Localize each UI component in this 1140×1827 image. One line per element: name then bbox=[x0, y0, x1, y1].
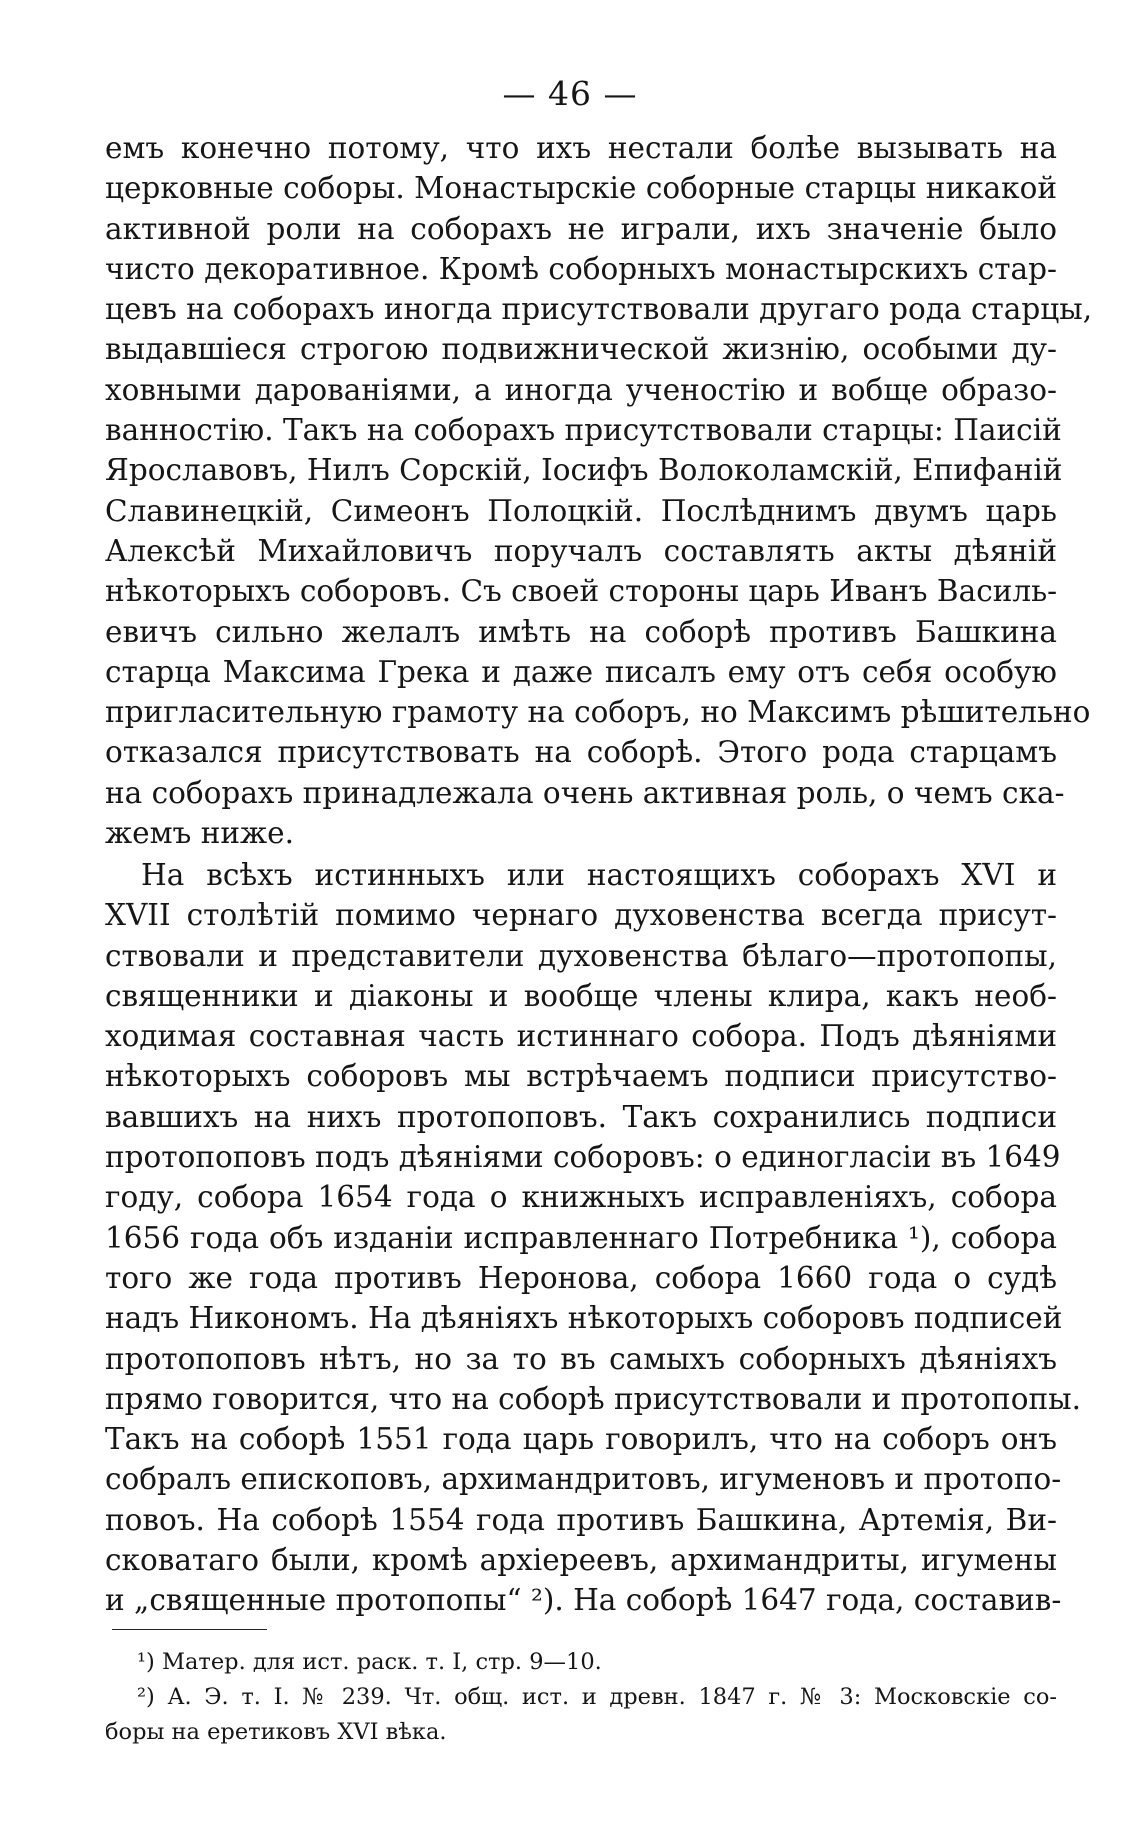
body-text-paragraph-2 bbox=[105, 855, 1081, 1621]
text-line: церковные соборы. Монастырскіе соборные старцы никакой bbox=[105, 171, 1057, 206]
text-line: старца Максима Грека и даже писалъ ему отъ себя особую bbox=[105, 654, 1057, 689]
text-line: протопоповъ нѣтъ, но за то въ самыхъ соборныхъ дѣяніяхъ bbox=[105, 1341, 1057, 1376]
text-line: евичъ сильно желалъ имѣть на соборѣ противъ Башкина bbox=[105, 614, 1057, 649]
text-line: Ярославовъ, Нилъ Сорскій, Іосифъ Волоколамскій, Епифаній bbox=[105, 453, 1063, 488]
text-line: собралъ епископовъ, архимандритовъ, игуменовъ и протопо- bbox=[105, 1462, 1062, 1497]
footnote-line: боры на еретиковъ XVI вѣка. bbox=[105, 1719, 447, 1745]
page-number: — 46 — bbox=[502, 74, 638, 113]
text-line: году, собора 1654 года о книжныхъ исправленіяхъ, собора bbox=[105, 1180, 1057, 1215]
text-line: Такъ на соборѣ 1551 года царь говорилъ, что на соборъ онъ bbox=[105, 1422, 1057, 1457]
text-line: ванностію. Такъ на соборахъ присутствовали старцы: Паисій bbox=[105, 413, 1062, 448]
text-line: чисто декоративное. Кромѣ соборныхъ монастырскихъ стар- bbox=[105, 251, 1057, 286]
text-line: отказался присутствовать на соборѣ. Этого рода старцамъ bbox=[105, 735, 1057, 770]
text-line: На всѣхъ истинныхъ или настоящихъ соборахъ XVI и bbox=[141, 858, 1057, 892]
body-text-paragraph-1 bbox=[105, 128, 1093, 853]
footnote-line: ¹) Матер. для ист. раск. т. І, стр. 9—10. bbox=[137, 1649, 602, 1675]
text-line: протопоповъ подъ дѣяніями соборовъ: о единогласіи въ 1649 bbox=[105, 1140, 1061, 1175]
text-line: выдавшіеся строгою подвижнической жизнію, особыми ду- bbox=[105, 332, 1057, 367]
text-line: цевъ на соборахъ иногда присутствовали другаго рода старцы, bbox=[105, 292, 1093, 327]
text-line: пригласительную грамоту на соборъ, но Максимъ рѣшительно bbox=[105, 695, 1091, 730]
text-line: ходимая составная часть истиннаго собора. Подъ дѣяніями bbox=[105, 1019, 1057, 1054]
text-line: Славинецкій, Симеонъ Полоцкій. Послѣднимъ двумъ царь bbox=[105, 493, 1057, 528]
text-line: ховными дарованіями, а иногда ученостію и вобще образо- bbox=[105, 372, 1057, 407]
footnote-separator bbox=[112, 1629, 267, 1630]
text-line: Алексѣй Михайловичъ поручалъ составлять акты дѣяній bbox=[105, 533, 1057, 568]
text-line: повоъ. На соборѣ 1554 года противъ Башкина, Артемія, Ви- bbox=[105, 1502, 1057, 1537]
text-line: нѣкоторыхъ соборовъ. Съ своей стороны царь Иванъ Василь- bbox=[105, 574, 1058, 609]
text-line: емъ конечно потому, что ихъ нестали болѣе вызывать на bbox=[105, 131, 1057, 165]
text-line: нѣкоторыхъ соборовъ мы встрѣчаемъ подписи присутство- bbox=[105, 1059, 1057, 1094]
text-line: ствовали и представители духовенства бѣлаго—протопопы, bbox=[105, 938, 1057, 973]
text-line: на соборахъ принадлежала очень активная роль, о чемъ ска- bbox=[105, 775, 1065, 810]
text-line: того же года противъ Неронова, собора 1660 года о судѣ bbox=[105, 1260, 1057, 1295]
text-line: надъ Никономъ. На дѣяніяхъ нѣкоторыхъ соборовъ подписей bbox=[105, 1301, 1063, 1336]
text-line: прямо говорится, что на соборѣ присутствовали и протопопы. bbox=[105, 1381, 1081, 1416]
text-line: жемъ ниже. bbox=[105, 816, 294, 851]
text-line: активной роли на соборахъ не играли, ихъ значеніе было bbox=[105, 211, 1057, 246]
footnote-line: ²) А. Э. т. І. № 239. Чт. общ. ист. и древн. 1847 г. № 3: Московскіе со- bbox=[137, 1684, 1057, 1710]
text-line: и „священные протопопы“ ²). На соборѣ 1647 года, составив- bbox=[105, 1583, 1062, 1618]
text-line: священники и діаконы и вообще члены клира, какъ необ- bbox=[105, 978, 1057, 1013]
text-line: XVII столѣтій помимо чернаго духовенства всегда присут- bbox=[105, 898, 1057, 933]
text-line: вавшихъ на нихъ протопоповъ. Такъ сохранились подписи bbox=[105, 1099, 1057, 1134]
footnotes bbox=[105, 1645, 1057, 1750]
text-line: 1656 года объ изданіи исправленнаго Потребника ¹), собора bbox=[105, 1220, 1057, 1255]
text-line: сковатаго были, кромѣ архіереевъ, архимандриты, игумены bbox=[105, 1543, 1057, 1578]
